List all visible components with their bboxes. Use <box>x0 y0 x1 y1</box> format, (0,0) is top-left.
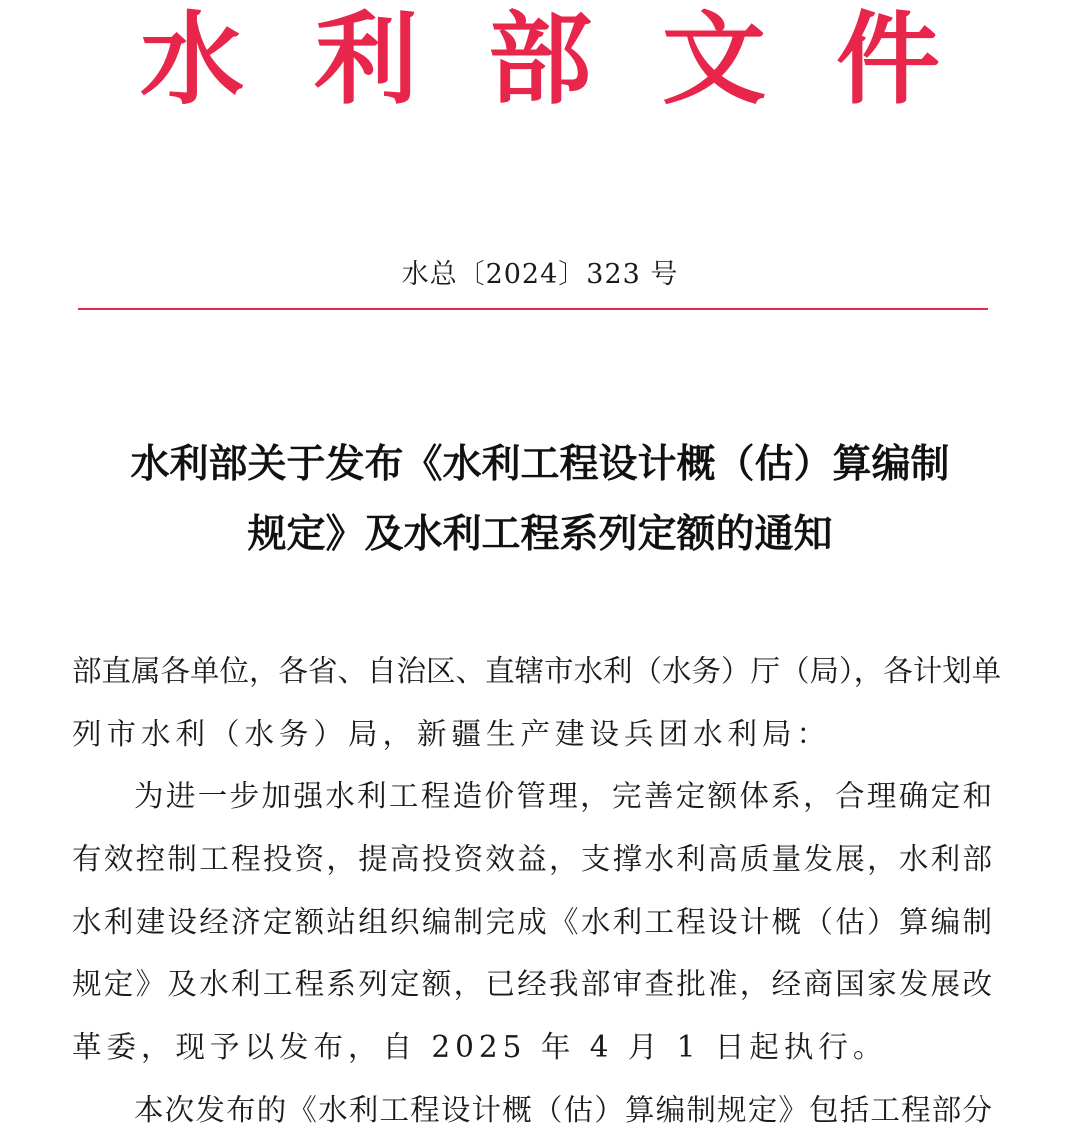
red-divider-line <box>78 308 988 310</box>
title-line-1: 水利部关于发布《水利工程设计概（估）算编制 <box>130 442 950 487</box>
body-line-5: 水利建设经济定额站组织编制完成《水利工程设计概（估）算编制 <box>72 904 992 939</box>
header-char-2: 利 <box>314 0 418 118</box>
document-body <box>72 640 1002 1142</box>
body-line-4: 有效控制工程投资，提高投资效益，支撑水利高质量发展，水利部 <box>72 842 992 877</box>
body-line-3: 为进一步加强水利工程造价管理，完善定额体系，合理确定和 <box>134 779 992 814</box>
body-line-8: 本次发布的《水利工程设计概（估）算编制规定》包括工程部分 <box>134 1092 992 1127</box>
header-char-4: 文 <box>662 0 766 118</box>
document-header-title <box>0 0 1080 118</box>
body-line-1: 部直属各单位，各省、自治区、直辖市水利（水务）厅（局），各计划单 <box>72 654 1002 688</box>
body-line-6: 规定》及水利工程系列定额，已经我部审查批准，经商国家发展改 <box>72 967 992 1002</box>
header-char-5: 件 <box>836 0 940 118</box>
document-title <box>0 430 1080 570</box>
title-line-2: 规定》及水利工程系列定额的通知 <box>247 512 833 557</box>
header-char-3: 部 <box>488 0 592 118</box>
body-line-2: 列市水利（水务）局，新疆生产建设兵团水利局： <box>72 716 832 751</box>
header-char-1: 水 <box>140 0 244 118</box>
document-number: 水总〔2024〕323 号 <box>401 259 679 290</box>
body-line-7: 革委，现予以发布，自 2025 年 4 月 1 日起执行。 <box>72 1030 888 1065</box>
